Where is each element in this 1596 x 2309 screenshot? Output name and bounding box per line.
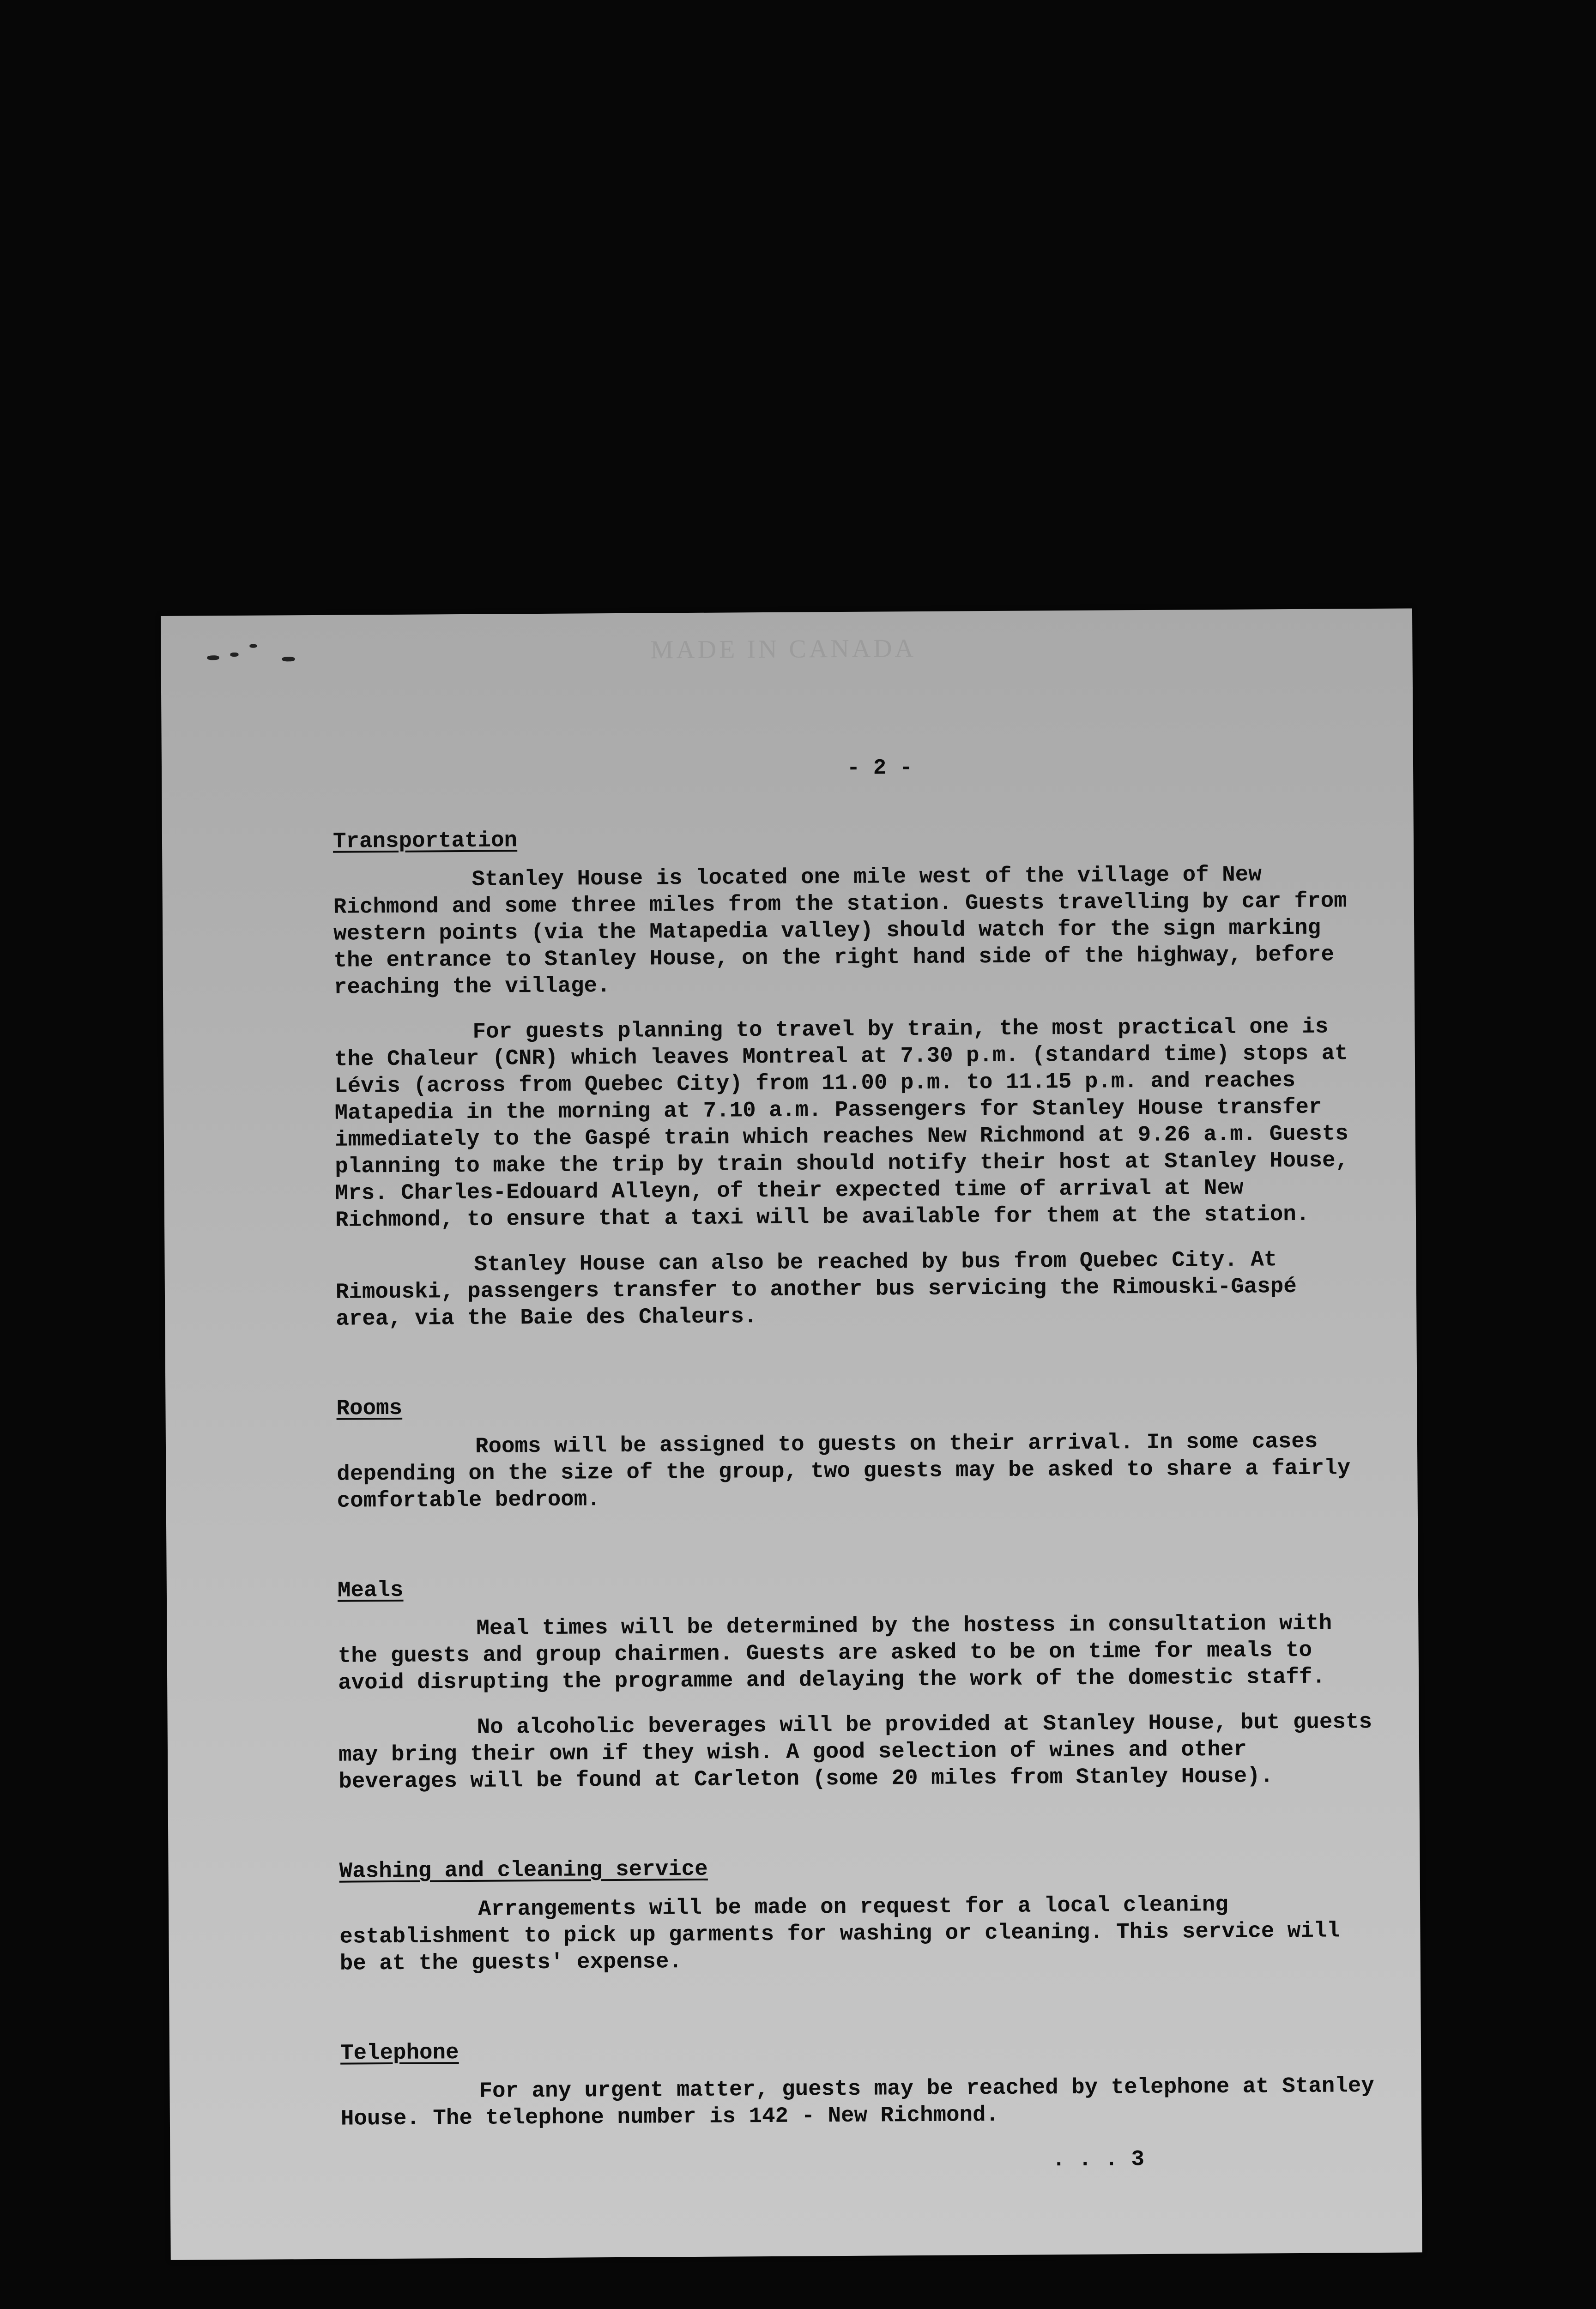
paragraph: Rooms will be assigned to guests on their arrival. In some cases depending on the size of the group, two guests may be asked to share a fairly comfortable bedroom. — [337, 1429, 1351, 1514]
section-rooms — [336, 1389, 1376, 1515]
paragraph: Meal times will be determined by the hostess in consultation with the guests and group chairmen. Guests are asked to be on time for meals to avoid disrupting the programme and delaying the work of the domestic staff. — [338, 1611, 1332, 1696]
section-heading: Rooms — [336, 1396, 403, 1421]
document-page — [161, 608, 1422, 2260]
section-heading: Washing and cleaning service — [339, 1856, 708, 1884]
section-meals — [338, 1571, 1378, 1795]
paragraph: Stanley House is located one mile west of the village of New Richmond and some three miles from the station. Guests travelling by car from western points (via the Matapedia valley) should watch for the sign marking the entrance to Stanley House, on the right hand side of the highway, before reaching the village. — [333, 862, 1347, 1000]
section-heading: Transportation — [332, 828, 518, 854]
paper-watermark: MADE IN CANADA — [650, 634, 917, 665]
section-transportation — [333, 822, 1375, 1333]
page-number: - 2 - — [846, 756, 913, 781]
smudge-mark — [249, 644, 257, 648]
section-washing — [339, 1852, 1379, 1977]
document-body — [332, 752, 1380, 2178]
paragraph: No alcoholic beverages will be provided at Stanley House, but guests may bring their own if they wish. A good selection of wines and other beverages will be found at Carleton (some 20 miles from Stanley House). — [338, 1710, 1372, 1795]
paragraph: Stanley House can also be reached by bus from Quebec City. At Rimouski, passengers transfer to another bus servicing the Rimouski-Gaspé area, via the Baie des Chaleurs. — [335, 1247, 1297, 1332]
paragraph: Arrangements will be made on request for a local cleaning establishment to pick up garments for washing or cleaning. This service will be at the guests' expense. — [339, 1892, 1340, 1977]
paragraph: For any urgent matter, guests may be reached by telephone at Stanley House. The telephone number is 142 - New Richmond. — [340, 2073, 1374, 2132]
section-telephone — [340, 2034, 1380, 2133]
smudge-mark — [230, 653, 238, 657]
section-heading: Meals — [337, 1578, 404, 1603]
continued-marker: . . . 3 — [1052, 2147, 1145, 2173]
paragraph: For guests planning to travel by train, the most practical one is the Chaleur (CNR) which leaves Montreal at 7.30 p.m. (standard time) stops at Lévis (across from Quebec City) from 11.00 p.m. to 11.15 p.m. and reaches Matapedia in the morning at 7.10 a.m. Passengers for Stanley House transfer immediately to the Gaspé train which reaches New Richmond at 9.26 a.m. Guests planning to make the trip by train should notify their host at Stanley House, Mrs. Charles-Edouard Alleyn, of their expected time of arrival at New Richmond, to ensure that a taxi will be available for them at the station. — [334, 1014, 1349, 1233]
smudge-mark — [207, 655, 219, 660]
section-heading: Telephone — [340, 2040, 459, 2066]
smudge-mark — [282, 657, 295, 661]
